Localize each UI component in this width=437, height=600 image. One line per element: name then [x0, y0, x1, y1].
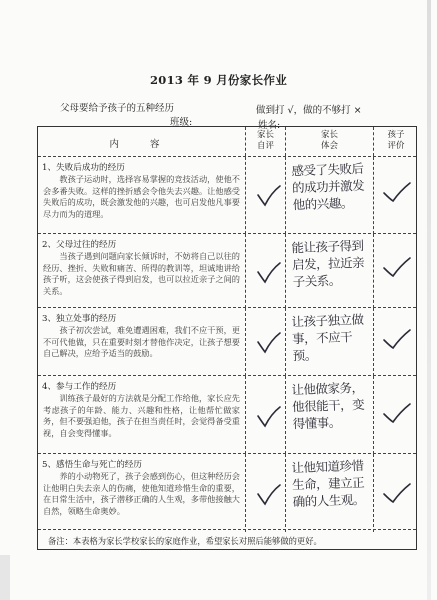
- page-subtitle: 父母要给予孩子的五种经历: [60, 103, 175, 114]
- header-child-eval: 孩子 评价: [387, 130, 405, 151]
- mark-instructions: 做到打 √，做的不够打 ×: [256, 105, 362, 116]
- self-check-mark-icon: [256, 482, 282, 508]
- item-title: 1、失败后成功的经历: [42, 163, 125, 173]
- experience-text: 让他知道珍惜生命，建立正确的人生观。: [291, 457, 365, 510]
- item-body: 养的小动物死了，孩子会感到伤心，但这种经历会让他明白失去亲人的伤痛，使他知道珍惜生命的重要，在日常生活中，孩子潜移正确的人生观，多带他接触大自然，领略生命奥妙。: [43, 471, 240, 516]
- item-body: 训练孩子最好的方法就是分配工作给他，家长应先考虑孩子的年龄、能力、兴趣和性格，让他帮忙做家务，但不要强迫他，孩子在担当责任时，会觉得备受重视，自会变得懂事。: [43, 393, 240, 438]
- scan-edge: [427, 0, 431, 600]
- item-title: 5、感悟生命与死亡的经历: [42, 460, 142, 470]
- header-experience: 家长 体会: [286, 127, 374, 156]
- table-row: [38, 453, 416, 532]
- item-body: 孩子初次尝试，难免遭遇困难，我们不应干预，更不可代他做，只在重要时刻才替他作决定，让孩子想要自己解决，应给予适当的鼓励。: [43, 325, 240, 359]
- self-check-mark-icon: [256, 260, 282, 286]
- page-title: 2013 年 9 月份家长作业: [149, 73, 288, 87]
- self-check-mark-icon: [256, 404, 282, 430]
- name-label: 姓名:: [258, 120, 281, 131]
- child-check-mark-icon: [382, 181, 412, 203]
- table-row: [38, 156, 416, 234]
- homework-table: [37, 126, 417, 550]
- child-check-mark-icon: [382, 256, 412, 278]
- experience-text: 感受了失败后的成功并激发他的兴趣。: [291, 160, 365, 213]
- item-title: 2、父母过往的经历: [42, 240, 117, 250]
- header-self-eval: 家长 自评: [246, 127, 286, 156]
- item-title: 4、参与工作的经历: [42, 382, 117, 392]
- table-row: [38, 307, 416, 376]
- scan-corner: [0, 555, 10, 600]
- self-check-mark-icon: [256, 330, 282, 356]
- item-title: 3、独立处事的经历: [42, 314, 117, 324]
- item-body: 当孩子遇到问题向家长倾诉时，不妨将自己以往的经历、挫折、失败和痛苦、所得的教训等，坦诚地讲给孩子听，这会使孩子得到启发，也可以拉近亲子之间的关系。: [43, 251, 240, 296]
- child-check-mark-icon: [382, 402, 412, 424]
- child-check-mark-icon: [382, 482, 412, 504]
- item-body: 教孩子运动时，选择容易掌握的竞技活动，使他不会多番失败。这样的挫折感会令他失去兴趣。让他感受失败后的成功，既会激发他的兴趣，也可启发他凡事要尽力而为的道理。: [43, 174, 240, 219]
- experience-text: 让孩子独立做事，不应干预。: [291, 311, 364, 364]
- table-row: [38, 375, 416, 454]
- class-label: 班级:: [170, 117, 193, 128]
- table-header: [38, 127, 416, 156]
- table-row: [38, 233, 416, 308]
- footer-note: 备注：本表格为家长学校家长的家庭作业，希望家长对照后能够做的更好。: [38, 529, 416, 549]
- experience-text: 让他做家务，他很能干，变得懂事。: [291, 379, 365, 432]
- header-content: 内 容: [38, 127, 246, 156]
- self-check-mark-icon: [256, 183, 282, 209]
- child-check-mark-icon: [382, 328, 412, 350]
- experience-text: 能让孩子得到启发，拉近亲子关系。: [291, 237, 365, 290]
